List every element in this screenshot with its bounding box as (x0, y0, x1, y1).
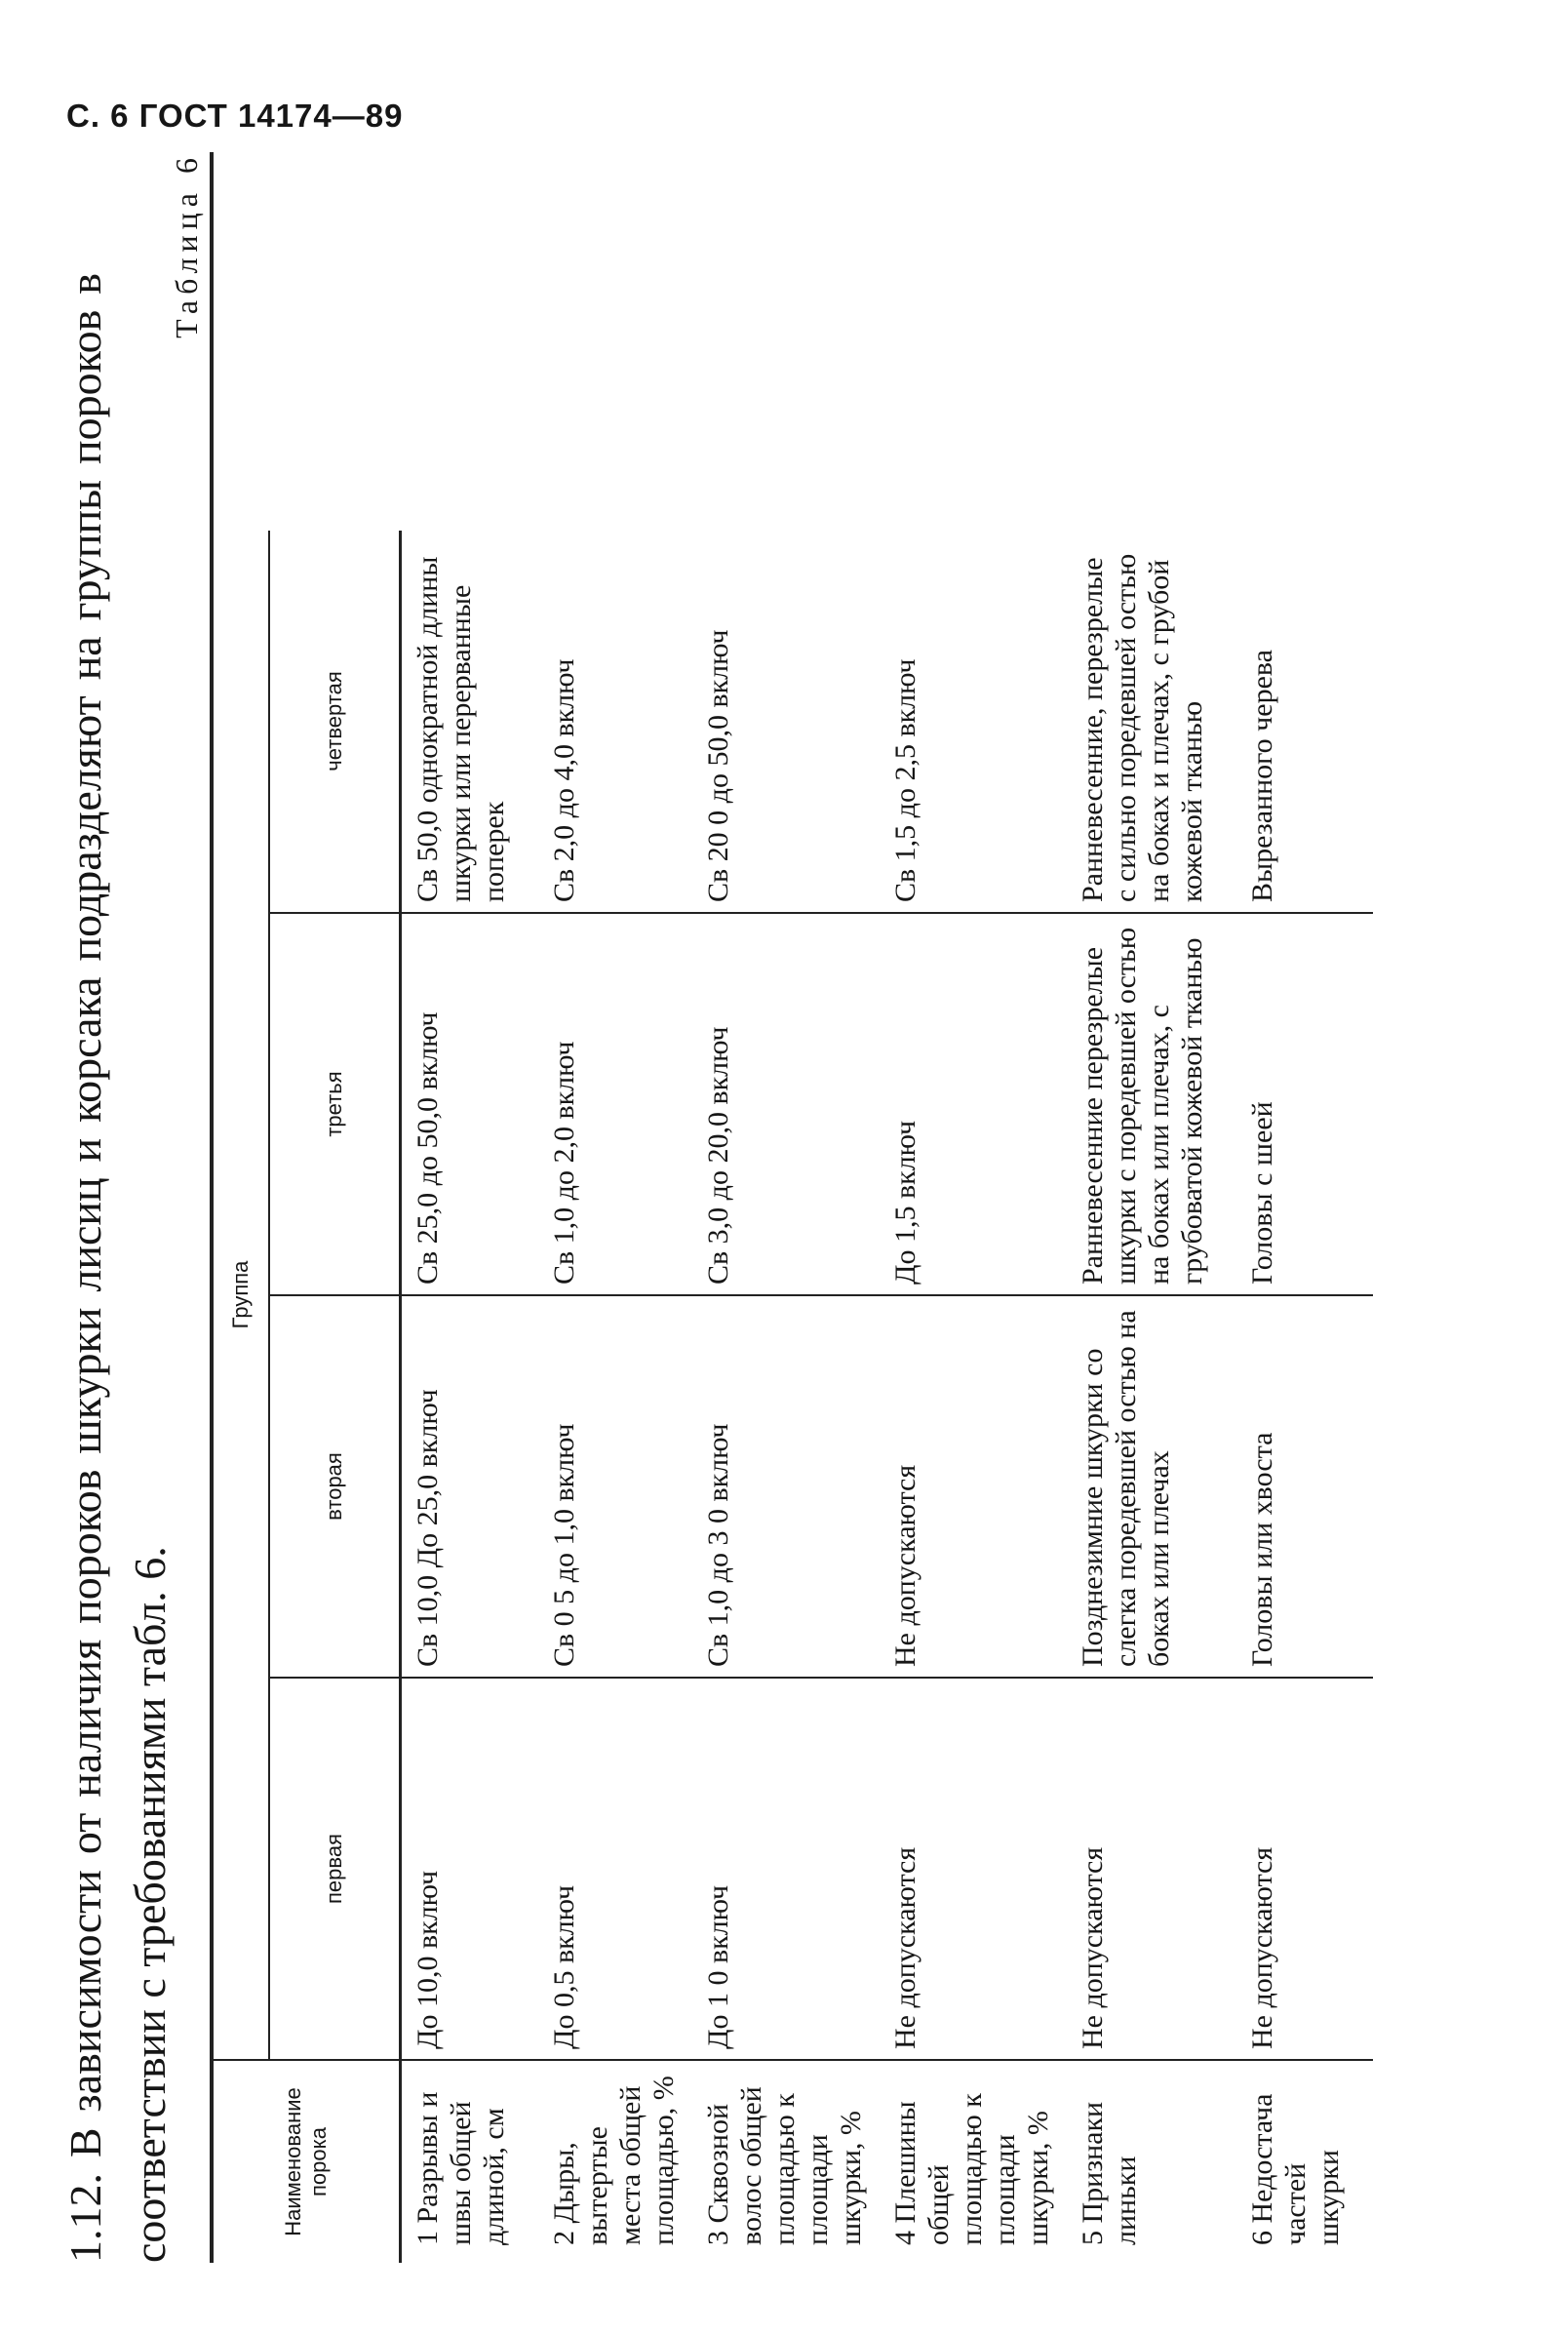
group-value: До 1,5 включ (880, 913, 1067, 1295)
defect-name: 1 Разрывы и швы общей длиной, см (412, 2091, 510, 2245)
group-value: Не допускаются (880, 1678, 1067, 2060)
defect-name: 2 Дыры, вытертые места общей площадью, % (548, 2076, 680, 2245)
group-header: Группа (212, 531, 269, 2060)
table-row (692, 152, 880, 2263)
table-row (401, 152, 539, 2263)
group-value: Ранневесенние перезрелые шкурки с поредевшей остью на боках или плечах, с грубоватой кожевой тканью (1067, 913, 1236, 1295)
group-value: Не допускаются (1236, 1678, 1373, 2060)
group-value: Св 50,0 однократной длины шкурки или перерванные поперек (401, 531, 539, 913)
table-row (1067, 152, 1236, 2263)
group-value: Головы с шеей (1236, 913, 1373, 1295)
group-value: Головы или хвоста (1236, 1295, 1373, 1678)
table-row (1236, 152, 1373, 2263)
table-caption: Таблица 6 (169, 152, 204, 338)
table-row (880, 152, 1067, 2263)
group-value: Ранневесенние, перезрелые с сильно поредевшей остью на боках и плечах, с грубой кожевой тканью (1067, 531, 1236, 913)
intro-paragraph: 1.12. В зависимости от наличия пороков шкурки лисиц и корсака подразделяют на группы пороков в соответствии с требованиями табл. 6. (60, 273, 175, 2263)
group-value: До 1 0 включ (692, 1678, 880, 2060)
rotated-content (54, 152, 1546, 2263)
group-value: Св 20 0 до 50,0 включ (692, 531, 880, 913)
col-header-defect-name: Наименование порока (212, 2060, 401, 2263)
defects-table (210, 152, 1373, 2263)
col-header-group-4: четвертая (269, 531, 401, 913)
group-value: Св 2,0 до 4,0 включ (538, 531, 692, 913)
defect-name: 3 Сквозной волос общей площадью к площади шкурки, % (702, 2086, 867, 2245)
group-value: Св 1,0 до 3 0 включ (692, 1295, 880, 1678)
group-value: До 10,0 включ (401, 1678, 539, 2060)
group-value: Св 3,0 до 20,0 включ (692, 913, 880, 1295)
col-header-group-1: первая (269, 1678, 401, 2060)
group-value: Позднезимние шкурки со слегка поредевшей остью на боках или плечах (1067, 1295, 1236, 1678)
group-value: Св 1,5 до 2,5 включ (880, 531, 1067, 913)
group-value: Не допускаются (1067, 1678, 1236, 2060)
defect-name: 4 Плешины общей площадью к площади шкурки, % (889, 2093, 1054, 2245)
table-row (538, 152, 692, 2263)
defect-name: 6 Недостача частей шкурки (1246, 2093, 1345, 2245)
defect-name: 5 Признаки линьки (1077, 2101, 1142, 2245)
group-value: Не допускаются (880, 1295, 1067, 1678)
group-value: Св 10,0 До 25,0 включ (401, 1295, 539, 1678)
group-value: Св 0 5 до 1,0 включ (538, 1295, 692, 1678)
col-header-group-3: третья (269, 913, 401, 1295)
group-value: Св 25,0 до 50,0 включ (401, 913, 539, 1295)
page-header: С. 6 ГОСТ 14174—89 (66, 98, 404, 134)
col-header-group-2: вторая (269, 1295, 401, 1678)
group-value: Вырезанного черева (1236, 531, 1373, 913)
group-value: До 0,5 включ (538, 1678, 692, 2060)
group-value: Св 1,0 до 2,0 включ (538, 913, 692, 1295)
